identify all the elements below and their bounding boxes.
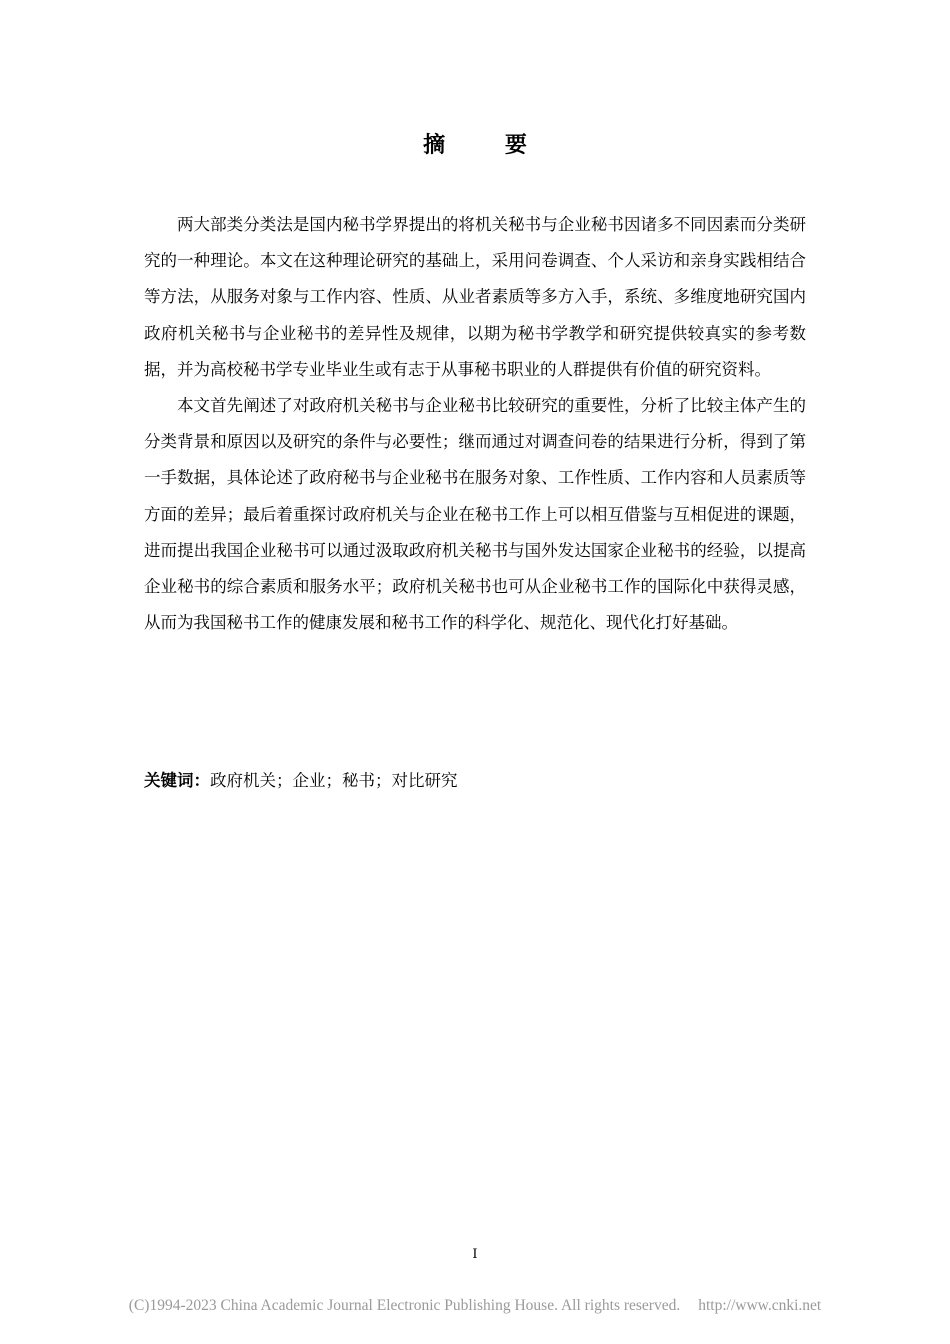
abstract-paragraph-1: 两大部类分类法是国内秘书学界提出的将机关秘书与企业秘书因诸多不同因素而分类研究的一种理论。本文在这种理论研究的基础上，采用问卷调查、个人采访和亲身实践相结合等方法，从服务对象与工作内容、性质、从业者素质等多方入手，系统、多维度地研究国内政府机关秘书与企业秘书的差异性及规律，以期为秘书学教学和研究提供较真实的参考数据，并为高校秘书学专业毕业生或有志于从事秘书职业的人群提供有价值的研究资料。 xyxy=(144,215,806,379)
page-number: I xyxy=(472,1247,478,1262)
keywords-list: 政府机关；企业；秘书；对比研究 xyxy=(210,771,458,790)
keywords-label: 关键词： xyxy=(144,771,210,790)
copyright-footer xyxy=(0,1296,950,1316)
keywords-line xyxy=(144,766,806,796)
abstract-body xyxy=(144,207,806,641)
abstract-paragraph-2: 本文首先阐述了对政府机关秘书与企业秘书比较研究的重要性，分析了比较主体产生的分类背景和原因以及研究的条件与必要性；继而通过对调查问卷的结果进行分析，得到了第一手数据，具体论述了政府秘书与企业秘书在服务对象、工作性质、工作内容和人员素质等方面的差异；最后着重探讨政府机关与企业在秘书工作上可以相互借鉴与互相促进的课题，进而提出我国企业秘书可以通过汲取政府机关秘书与国外发达国家企业秘书的经验，以提高企业秘书的综合素质和服务水平；政府机关秘书也可从企业秘书工作的国际化中获得灵感，从而为我国秘书工作的健康发展和秘书工作的科学化、规范化、现代化打好基础。 xyxy=(144,396,806,633)
abstract-title: 摘 要 xyxy=(423,132,553,158)
footer-url[interactable]: http://www.cnki.net xyxy=(698,1297,822,1314)
copyright-text: (C)1994-2023 China Academic Journal Electronic Publishing House. All rights reserved. xyxy=(128,1297,681,1314)
